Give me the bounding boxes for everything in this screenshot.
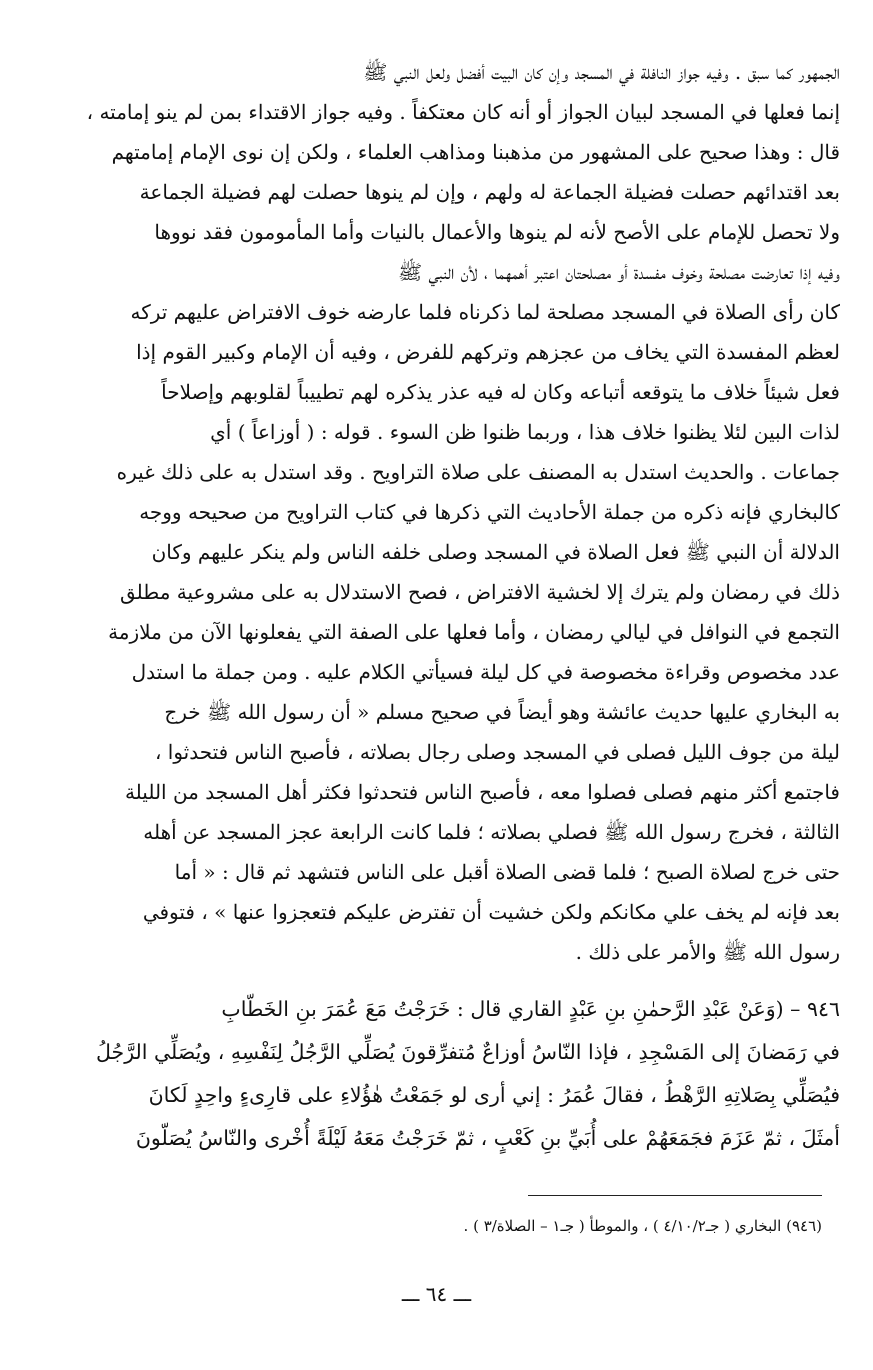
commentary-line: الثالثة ، فخرج رسول الله ﷺ فصلي بصلاته ؛ فلما كانت الرابعة عجز المسجد عن أهله: [143, 820, 840, 844]
commentary-line: ولا تحصل للإمام على الأصح لأنه لم ينوها والأعمال بالنيات وأما المأمومون فقد نووها: [154, 220, 840, 244]
footnote-divider: [528, 1195, 822, 1196]
commentary-line: كان رأى الصلاة في المسجد مصلحة لما ذكرناه فلما عارضه خوف الافتراض عليهم تركه: [130, 300, 840, 324]
commentary-line: حتى خرج لصلاة الصبح ؛ فلما قضى الصلاة أقبل على الناس فتشهد ثم قال : « أما: [174, 860, 840, 884]
commentary-line: الجمهور كما سبق . وفيه جواز النافلة في المسجد وإن كان البيت أفضل ولعل النبي ﷺ: [363, 60, 840, 84]
hadith-946: [40, 988, 840, 1160]
commentary-line: الدلالة أن النبي ﷺ فعل الصلاة في المسجد وصلى خلفه الناس ولم ينكر عليهم وكان: [151, 540, 840, 564]
page-number: ـــ ٦٤ ـــ: [401, 1282, 472, 1306]
commentary-line: وفيه إذا تعارضت مصلحة وخوف مفسدة أو مصلحتان اعتبر أهمهما ، لأن النبي ﷺ: [397, 260, 840, 284]
commentary-line: إنما فعلها في المسجد لبيان الجواز أو أنه كان معتكفاً . وفيه جواز الاقتداء بمن لم ينو إمامته ،: [86, 100, 840, 124]
commentary-line: لعظم المفسدة التي يخاف من عجزهم وتركهم للفرض ، وفيه أن الإمام وكبير القوم إذا: [136, 340, 840, 364]
commentary-line: بعد فإنه لم يخف علي مكانكم ولكن خشيت أن تفترض عليكم فتعجزوا عنها » ، فتوفي: [142, 900, 840, 924]
commentary-line: فعل شيئاً خلاف ما يتوقعه أتباعه وكان له فيه عذر يذكره لهم تطييباً لقلوبهم وإصلاحاً: [161, 380, 840, 404]
commentary-line: فاجتمع أكثر منهم فصلى فصلوا معه ، فأصبح الناس فتحدثوا فكثر أهل المسجد من الليلة: [124, 780, 840, 804]
hadith-line: ٩٤٦ – (وَعَنْ عَبْدِ الرَّحمٰنِ بنِ عَبْدٍ القاري قال : خَرَجْتُ مَعَ عُمَرَ بنِ الخَطّابِ: [221, 997, 840, 1021]
commentary-line: عدد مخصوص وقراءة مخصوصة في كل ليلة فسيأتي الكلام عليه . ومن جملة ما استدل: [131, 660, 840, 684]
hadith-line: في رَمَضانَ إلى المَسْجِدِ ، فإذا النّاسُ أوزاعٌ مُتفرِّقونَ يُصَلِّي الرَّجُلُ لِنَفْسِهِ ، ويُصَلِّي الرَّجُلُ: [96, 1040, 840, 1064]
commentary-line: لذات البين لئلا يظنوا خلاف هذا ، وربما ظنوا ظن السوء . قوله : ( أوزاعاً ) أي: [210, 420, 840, 444]
commentary-line: ذلك في رمضان ولم يترك إلا لخشية الافتراض ، فصح الاستدلال به على مشروعية مطلق: [120, 580, 840, 604]
commentary-line: ليلة من جوف الليل فصلى في المسجد وصلى رجال بصلاته ، فأصبح الناس فتحدثوا ،: [154, 740, 840, 764]
commentary-line: كالبخاري فإنه ذكره من جملة الأحاديث التي ذكرها في كتاب التراويح من صحيحه ووجه: [139, 500, 840, 524]
commentary-line: به البخاري عليها حديث عائشة وهو أيضاً في صحيح مسلم « أن رسول الله ﷺ خرج: [164, 700, 840, 724]
commentary-line: جماعات . والحديث استدل به المصنف على صلاة التراويح . وقد استدل به على ذلك غيره: [116, 460, 840, 484]
footnote: (٩٤٦) البخاري ( جـ٤/١٠/٢ ) ، والموطأ ( جـ١ – الصلاة/٣ ) .: [463, 1217, 822, 1235]
commentary-line: رسول الله ﷺ والأمر على ذلك .: [575, 940, 840, 964]
hadith-line: فيُصَلِّي بِصَلاتِهِ الرَّهْطُ ، فقالَ عُمَرُ : إني أرى لو جَمَعْتُ هٰؤُلاءِ على قارِىءٍ واحِدٍ لَكانَ: [148, 1083, 840, 1107]
commentary-line: بعد اقتدائهم حصلت فضيلة الجماعة له ولهم ، وإن لم ينوها حصلت لهم فضيلة الجماعة: [139, 180, 840, 204]
commentary-text: [40, 52, 840, 972]
commentary-line: التجمع في النوافل في ليالي رمضان ، وأما فعلها على الصفة التي يفعلونها الآن من ملازمة: [108, 620, 840, 644]
commentary-line: قال : وهذا صحيح على المشهور من مذهبنا ومذاهب العلماء ، ولكن إن نوى الإمام إمامتهم: [111, 140, 840, 164]
hadith-line: أمثَلَ ، ثمّ عَزَمَ فجَمَعَهُمْ على أُبَيِّ بنِ كَعْبٍ ، ثمّ خَرَجْتُ مَعَهُ لَيْلَةً أُخْرى والنّاسُ يُصَلّونَ: [135, 1126, 840, 1150]
